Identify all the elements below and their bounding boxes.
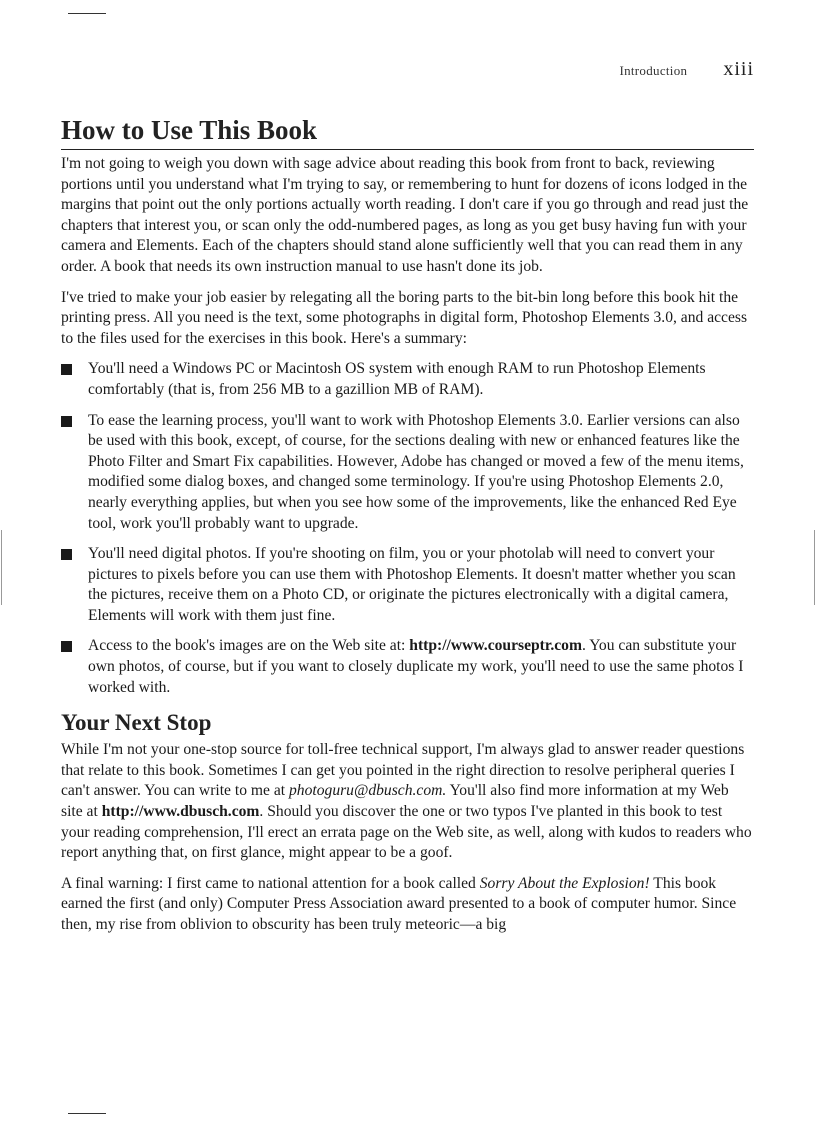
list-item — [61, 359, 754, 400]
square-bullet-icon — [61, 549, 72, 560]
paragraph-contact — [61, 740, 754, 864]
requirements-list — [61, 359, 754, 698]
warning-text-before: A final warning: I first came to national attention for a book called — [61, 874, 480, 892]
margin-mark-left — [1, 530, 2, 605]
courseptr-link[interactable]: http://www.courseptr.com — [409, 637, 582, 655]
contact-text-after: . Should you discover the one or two typos I've planted in this book to test your reading comprehension, I'll erect an errata page on the Web site, as well, along with kudos to readers who report anything that, on first glance, might appear to be a goof. — [61, 803, 752, 862]
section-heading-how-to-use: How to Use This Book — [61, 112, 754, 150]
paragraph-summary: I've tried to make your job easier by relegating all the boring parts to the bit-bin long before this book hit the printing press. All you need is the text, some photographs in digital form, Photoshop Elements 3.0, and access to the files used for the exercises in this book. Here's a summary: — [61, 288, 748, 347]
section-heading-next-stop: Your Next Stop — [61, 710, 212, 736]
list-item-text: You'll need digital photos. If you're shooting on film, you or your photolab will need to convert your pictures to pixels before you can use them with Photoshop Elements. It doesn't matter whether you scan the pictures, receive them on a Photo CD, or originate the pictures electronically with a digital camera, Elements will work with them just fine. — [88, 545, 736, 624]
list-item-text — [88, 637, 743, 695]
author-email-link[interactable]: photoguru@dbusch.com. — [289, 782, 447, 800]
warning-text-after: This book earned the first (and only) Computer Press Association award presented to a book of computer humor. Since then, my rise from oblivion to obscurity has been truly meteoric—a big — [61, 874, 737, 933]
square-bullet-icon — [61, 364, 72, 375]
list-item — [61, 636, 754, 698]
page-content — [61, 112, 754, 936]
running-head — [619, 58, 754, 81]
list-item-text: To ease the learning process, you'll want to work with Photoshop Elements 3.0. Earlier versions can also be used with this book, except, of course, for the sections dealing with new or enhanced features like the Photo Filter and Smart Fix capabilities. However, Adobe has changed or moved a few of the menu items, modified some dialog boxes, and changed some terminology. If you're using Photoshop Elements 2.0, nearly everything applies, but when you see how some of the improvements, like the enhanced Red Eye tool, work you'll probably want to upgrade. — [88, 411, 744, 532]
book-title: Sorry About the Explosion! — [479, 874, 650, 892]
page-number: xiii — [723, 58, 754, 80]
list-item — [61, 544, 754, 626]
paragraph-final-warning — [61, 874, 754, 936]
list-item-text-before: Access to the book's images are on the Web site at: — [88, 637, 410, 655]
square-bullet-icon — [61, 416, 72, 427]
crop-mark-top — [68, 13, 106, 14]
contact-text-middle: You'll also find more information at my Web site at — [61, 782, 729, 821]
paragraph-intro: I'm not going to weigh you down with sage advice about reading this book from front to back, reviewing portions until you understand what I'm trying to say, or remembering to hunt for dozens of icons lodged in the margins that point out the only portions actually worth reading. I don't care if you go through and read just the chapters that interest you, or scan only the odd-numbered pages, as long as you get busy having fun with your camera and Elements. Each of the chapters should stand alone sufficiently well that you can read them in any order. A book that needs its own instruction manual to use hasn't done its job. — [61, 155, 749, 275]
margin-mark-right — [814, 530, 815, 605]
list-item — [61, 411, 754, 535]
crop-mark-bottom — [68, 1113, 106, 1114]
dbusch-website-link[interactable]: http://www.dbusch.com — [101, 803, 260, 821]
square-bullet-icon — [61, 641, 72, 652]
list-item-text-after: . You can substitute your own photos, of course, but if you want to closely duplicate my work, you'll need to use the same photos I worked with. — [88, 637, 744, 696]
list-item-text: You'll need a Windows PC or Macintosh OS system with enough RAM to run Photoshop Elements comfortably (that is, from 256 MB to a gazillion MB of RAM). — [88, 360, 706, 398]
contact-text-before: While I'm not your one-stop source for toll-free technical support, I'm always glad to answer reader questions that relate to this book. Sometimes I can get you pointed in the right direction to resolve peripheral queries I can't answer. You can write to me at — [61, 741, 745, 800]
running-head-section: Introduction — [619, 63, 688, 78]
